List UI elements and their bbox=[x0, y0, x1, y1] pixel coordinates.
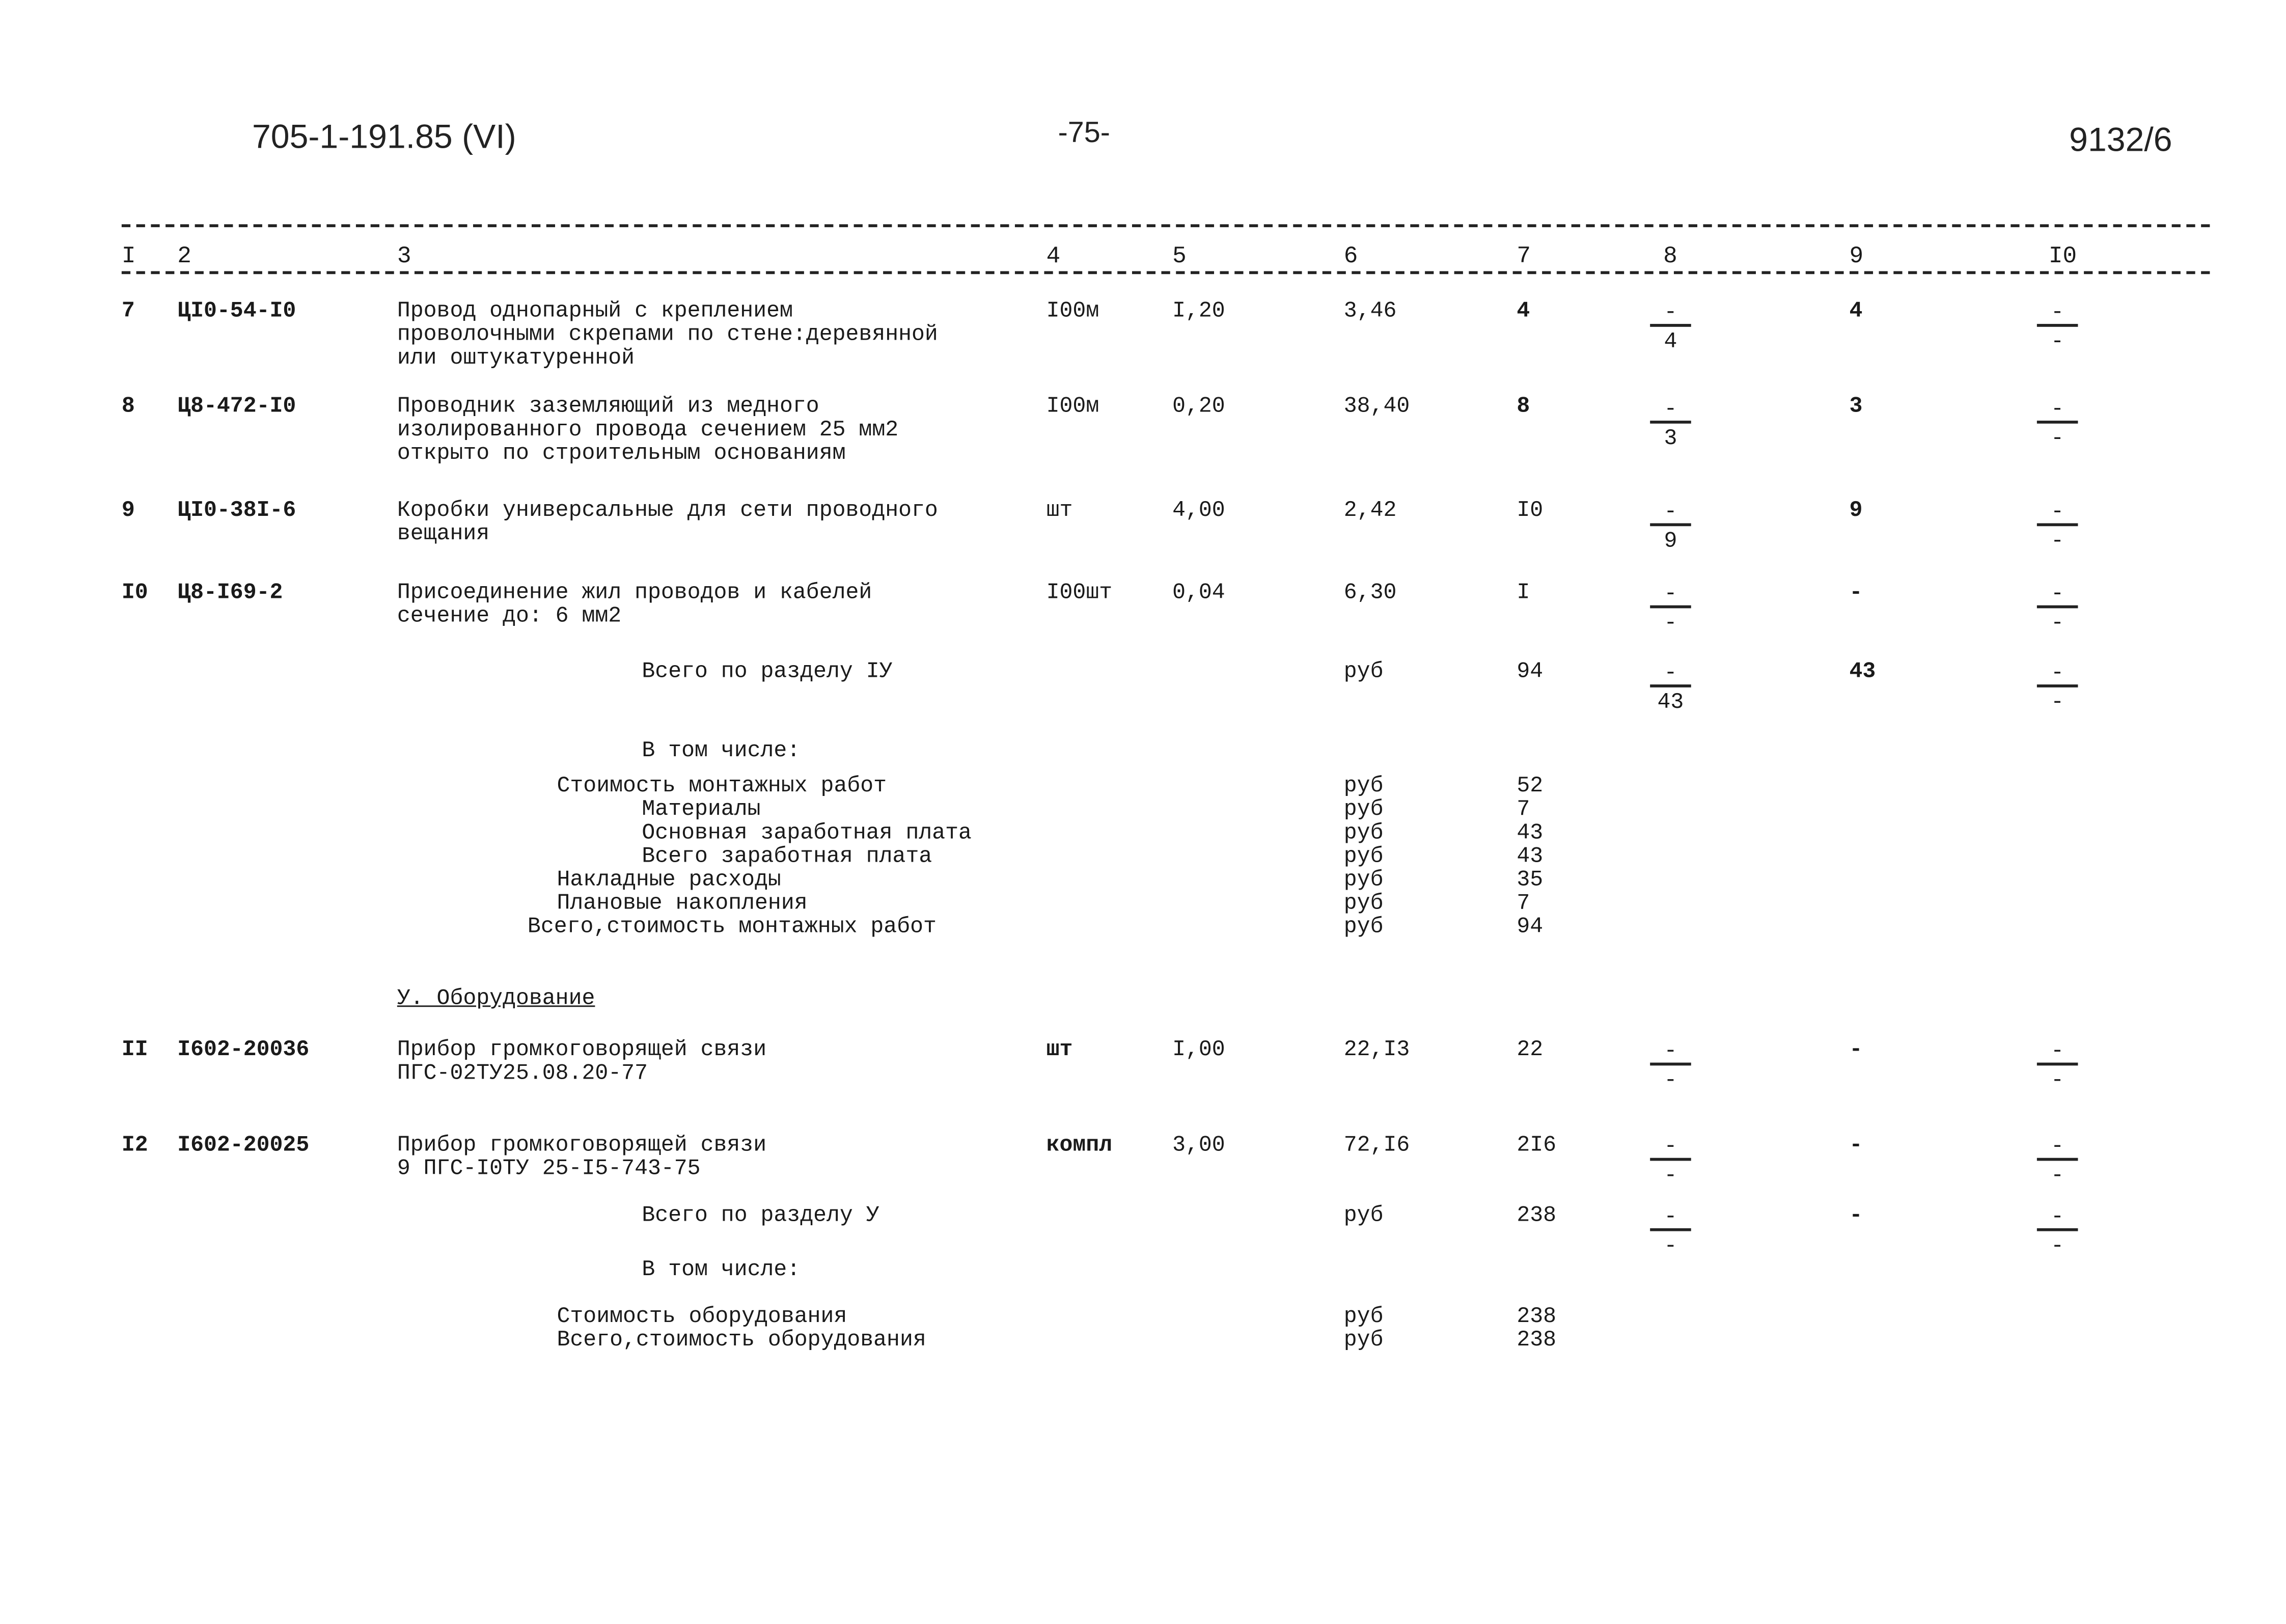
section-total-value: 94 bbox=[1517, 659, 1544, 685]
breakdown-unit: руб bbox=[1343, 867, 1384, 893]
col10-fraction: - - bbox=[2031, 496, 2084, 560]
row-total: 2I6 bbox=[1517, 1133, 1557, 1158]
breakdown-label: Всего,стоимость оборудования bbox=[557, 1328, 926, 1353]
row-qty: 0,20 bbox=[1172, 394, 1225, 420]
col8-fraction: - - bbox=[1644, 1200, 1697, 1265]
row-desc-line: или оштукатуренной bbox=[397, 346, 635, 371]
breakdown-unit: руб bbox=[1343, 844, 1384, 869]
row-col9: - bbox=[1849, 1203, 1863, 1228]
row-total: I bbox=[1517, 580, 1530, 605]
section-total-label: Всего по разделу У bbox=[642, 1203, 879, 1228]
header-dashed-rule bbox=[122, 271, 2210, 274]
breakdown-value: 238 bbox=[1517, 1328, 1557, 1353]
section-total-unit: руб bbox=[1343, 659, 1384, 685]
breakdown-label: Плановые накопления bbox=[557, 891, 808, 916]
breakdown-label: Всего,стоимость монтажных работ bbox=[527, 914, 937, 940]
row-col9: 4 bbox=[1849, 299, 1863, 324]
breakdown-value: 35 bbox=[1517, 867, 1544, 893]
col-header-4: 4 bbox=[1046, 243, 1061, 270]
row-desc-line: открыто по строительным основаниям bbox=[397, 441, 846, 466]
row-number: II bbox=[121, 1037, 148, 1063]
breakdown-value: 94 bbox=[1517, 914, 1544, 940]
row-desc-line: Провод однопарный с креплением bbox=[397, 299, 793, 324]
row-price: 3,46 bbox=[1343, 299, 1397, 324]
section-total-unit: руб bbox=[1343, 1203, 1384, 1228]
row-col9: - bbox=[1849, 580, 1863, 605]
col10-fraction: - - bbox=[2031, 1130, 2084, 1195]
col8-fraction: - 3 bbox=[1644, 393, 1697, 457]
breakdown-label: Накладные расходы bbox=[557, 867, 781, 893]
breakdown-heading: В том числе: bbox=[642, 738, 801, 764]
col10-fraction: - - bbox=[2031, 656, 2084, 721]
col10-fraction: - - bbox=[2031, 1035, 2084, 1099]
row-unit: I00м bbox=[1046, 394, 1099, 420]
breakdown-label: Всего заработная плата bbox=[642, 844, 932, 869]
doc-code: 705-1-191.85 (VI) bbox=[252, 117, 516, 156]
sheet-code: 9132/6 bbox=[2069, 120, 2172, 158]
row-desc-line: Проводник заземляющий из медного bbox=[397, 394, 819, 420]
row-price: 72,I6 bbox=[1343, 1133, 1410, 1158]
col8-fraction: - 4 bbox=[1644, 296, 1697, 361]
page-number: -75- bbox=[1058, 117, 1111, 150]
row-desc-line: 9 ПГС-I0ТУ 25-I5-743-75 bbox=[397, 1156, 701, 1181]
col-header-6: 6 bbox=[1343, 243, 1358, 270]
row-qty: 0,04 bbox=[1172, 580, 1225, 605]
row-desc-line: изолированного провода сечением 25 мм2 bbox=[397, 418, 899, 443]
breakdown-heading: В том числе: bbox=[642, 1257, 801, 1283]
row-code: I602-20025 bbox=[177, 1133, 310, 1158]
breakdown-label: Основная заработная плата bbox=[642, 820, 972, 846]
col-header-10: I0 bbox=[2048, 243, 2077, 270]
row-number: 9 bbox=[121, 498, 135, 524]
row-unit: шт bbox=[1046, 498, 1073, 524]
col-header-7: 7 bbox=[1517, 243, 1531, 270]
row-price: 6,30 bbox=[1343, 580, 1397, 605]
row-col9: 3 bbox=[1849, 394, 1863, 420]
section-total-label: Всего по разделу IУ bbox=[642, 659, 893, 685]
row-qty: 3,00 bbox=[1172, 1133, 1225, 1158]
breakdown-unit: руб bbox=[1343, 774, 1384, 799]
col10-fraction: - - bbox=[2031, 296, 2084, 361]
col10-fraction: - - bbox=[2031, 393, 2084, 457]
row-desc-line: Прибор громкоговорящей связи bbox=[397, 1037, 767, 1063]
row-desc-line: ПГС-02ТУ25.08.20-77 bbox=[397, 1061, 648, 1086]
row-desc-line: Присоединение жил проводов и кабелей bbox=[397, 580, 872, 605]
row-code: I602-20036 bbox=[177, 1037, 310, 1063]
section-total-value: 238 bbox=[1517, 1203, 1557, 1228]
row-col9: 43 bbox=[1849, 659, 1876, 685]
breakdown-label: Стоимость монтажных работ bbox=[557, 774, 887, 799]
breakdown-label: Стоимость оборудования bbox=[557, 1304, 847, 1330]
row-desc-line: Прибор громкоговорящей связи bbox=[397, 1133, 767, 1158]
col10-fraction: - - bbox=[2031, 577, 2084, 642]
col-header-2: 2 bbox=[177, 243, 191, 270]
row-qty: I,00 bbox=[1172, 1037, 1225, 1063]
row-unit: компл bbox=[1046, 1133, 1113, 1158]
row-col9: 9 bbox=[1849, 498, 1863, 524]
breakdown-value: 7 bbox=[1517, 797, 1530, 822]
row-number: 7 bbox=[121, 299, 135, 324]
col8-fraction: - 9 bbox=[1644, 496, 1697, 560]
col8-fraction: - 43 bbox=[1644, 656, 1697, 721]
row-desc-line: сечение до: 6 мм2 bbox=[397, 603, 622, 629]
row-total: 8 bbox=[1517, 394, 1530, 420]
row-number: I0 bbox=[121, 580, 148, 605]
col-header-3: 3 bbox=[397, 243, 411, 270]
row-code: ЦI0-54-I0 bbox=[177, 299, 296, 324]
breakdown-unit: руб bbox=[1343, 820, 1384, 846]
row-unit: I00м bbox=[1046, 299, 1099, 324]
row-total: 22 bbox=[1517, 1037, 1544, 1063]
row-total: I0 bbox=[1517, 498, 1544, 524]
col-header-8: 8 bbox=[1663, 243, 1677, 270]
row-number: I2 bbox=[121, 1133, 148, 1158]
row-unit: шт bbox=[1046, 1037, 1073, 1063]
row-qty: I,20 bbox=[1172, 299, 1225, 324]
row-col9: - bbox=[1849, 1037, 1863, 1063]
row-code: Ц8-I69-2 bbox=[177, 580, 283, 605]
breakdown-unit: руб bbox=[1343, 1304, 1384, 1330]
breakdown-unit: руб bbox=[1343, 914, 1384, 940]
col-header-5: 5 bbox=[1172, 243, 1187, 270]
row-price: 22,I3 bbox=[1343, 1037, 1410, 1063]
row-price: 38,40 bbox=[1343, 394, 1410, 420]
breakdown-value: 238 bbox=[1517, 1304, 1557, 1330]
row-unit: I00шт bbox=[1046, 580, 1113, 605]
breakdown-value: 43 bbox=[1517, 844, 1544, 869]
col-header-9: 9 bbox=[1849, 243, 1864, 270]
section-title: У. Оборудование bbox=[397, 986, 595, 1011]
breakdown-unit: руб bbox=[1343, 797, 1384, 822]
row-qty: 4,00 bbox=[1172, 498, 1225, 524]
col8-fraction: - - bbox=[1644, 1035, 1697, 1099]
breakdown-label: Материалы bbox=[642, 797, 761, 822]
row-price: 2,42 bbox=[1343, 498, 1397, 524]
breakdown-unit: руб bbox=[1343, 1328, 1384, 1353]
row-desc-line: проволочными скрепами по стене:деревянной bbox=[397, 322, 938, 348]
col8-fraction: - - bbox=[1644, 577, 1697, 642]
col8-fraction: - - bbox=[1644, 1130, 1697, 1195]
breakdown-unit: руб bbox=[1343, 891, 1384, 916]
row-number: 8 bbox=[121, 394, 135, 420]
row-desc-line: вещания bbox=[397, 521, 490, 547]
row-code: ЦI0-38I-6 bbox=[177, 498, 296, 524]
breakdown-value: 52 bbox=[1517, 774, 1544, 799]
row-total: 4 bbox=[1517, 299, 1530, 324]
col10-fraction: - - bbox=[2031, 1200, 2084, 1265]
row-desc-line: Коробки универсальные для сети проводного bbox=[397, 498, 938, 524]
col-header-1: I bbox=[121, 243, 136, 270]
row-col9: - bbox=[1849, 1133, 1863, 1158]
breakdown-value: 7 bbox=[1517, 891, 1530, 916]
breakdown-value: 43 bbox=[1517, 820, 1544, 846]
top-dashed-rule bbox=[122, 224, 2210, 227]
row-code: Ц8-472-I0 bbox=[177, 394, 296, 420]
